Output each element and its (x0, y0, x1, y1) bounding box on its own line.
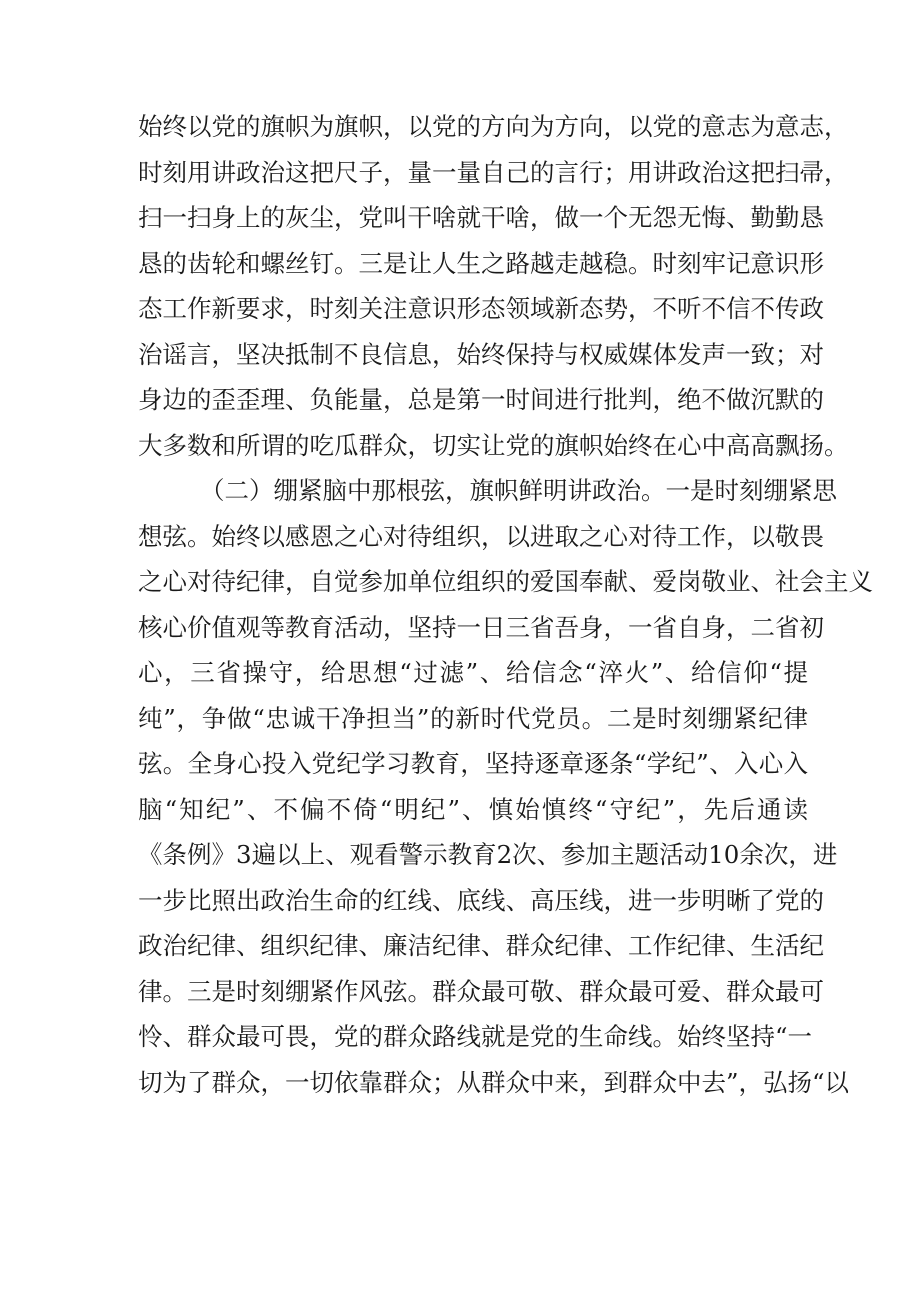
text-line: 始终以党的旗帜为旗帜，以党的方向为方向，以党的意志为意志， (138, 112, 849, 141)
text-line: 时刻用讲政治这把尺子，量一量自己的言行；用讲政治这把扫帚， (138, 157, 849, 187)
section-heading-line: （二）绷紧脑中那根弦，旗帜鲜明讲政治。一是时刻绷紧思 (200, 476, 837, 505)
text-line: 纯”，争做“忠诚干净担当”的新时代党员。二是时刻绷紧纪律 (138, 703, 808, 733)
text-line: 想弦。始终以感恩之心对待组织，以进取之心对待工作，以敬畏 (138, 521, 824, 551)
text-line: 大多数和所谓的吃瓜群众，切实让党的旗帜始终在心中高高飘扬。 (138, 430, 849, 460)
text-line: 恳的齿轮和螺丝钉。三是让人生之路越走越稳。时刻牢记意识形 (138, 248, 824, 278)
text-line: 律。三是时刻绷紧作风弦。群众最可敬、群众最可爱、群众最可 (138, 976, 824, 1006)
text-line: 核心价值观等教育活动，坚持一日三省吾身，一省自身，二省初 (138, 612, 824, 642)
text-line: 之心对待纪律，自觉参加单位组织的爱国奉献、爱岗敬业、社会主义 (138, 567, 873, 596)
text-line: 切为了群众，一切依靠群众；从群众中来，到群众中去”，弘扬“以 (138, 1067, 850, 1097)
text-line: 弦。全身心投入党纪学习教育，坚持逐章逐条“学纪”、入心入 (138, 749, 808, 778)
text-line: 脑“知纪”、不偏不倚“明纪”、慎始慎终“守纪”，先后通读 (138, 794, 808, 824)
text-line: 《条例》3遍以上、观看警示教育2次、参加主题活动10余次，进 (138, 840, 838, 869)
body-text (138, 104, 873, 1105)
text-line: 政治纪律、组织纪律、廉洁纪律、群众纪律、工作纪律、生活纪 (138, 931, 824, 960)
text-line: 治谣言，坚决抵制不良信息，始终保持与权威媒体发声一致；对 (138, 339, 824, 369)
text-line: 态工作新要求，时刻关注意识形态领域新态势，不听不信不传政 (138, 294, 824, 323)
text-line: 怜、群众最可畏，党的群众路线就是党的生命线。始终坚持“一 (138, 1022, 813, 1051)
text-line: 心，三省操守，给思想“过滤”、给信念“淬火”、给信仰“提 (138, 658, 808, 687)
text-line: 一步比照出政治生命的红线、底线、高压线，进一步明晰了党的 (138, 885, 824, 915)
text-line: 扫一扫身上的灰尘，党叫干啥就干啥，做一个无怨无悔、勤勤恳 (138, 203, 824, 232)
text-line: 身边的歪歪理、负能量，总是第一时间进行批判，绝不做沉默的 (138, 385, 824, 414)
